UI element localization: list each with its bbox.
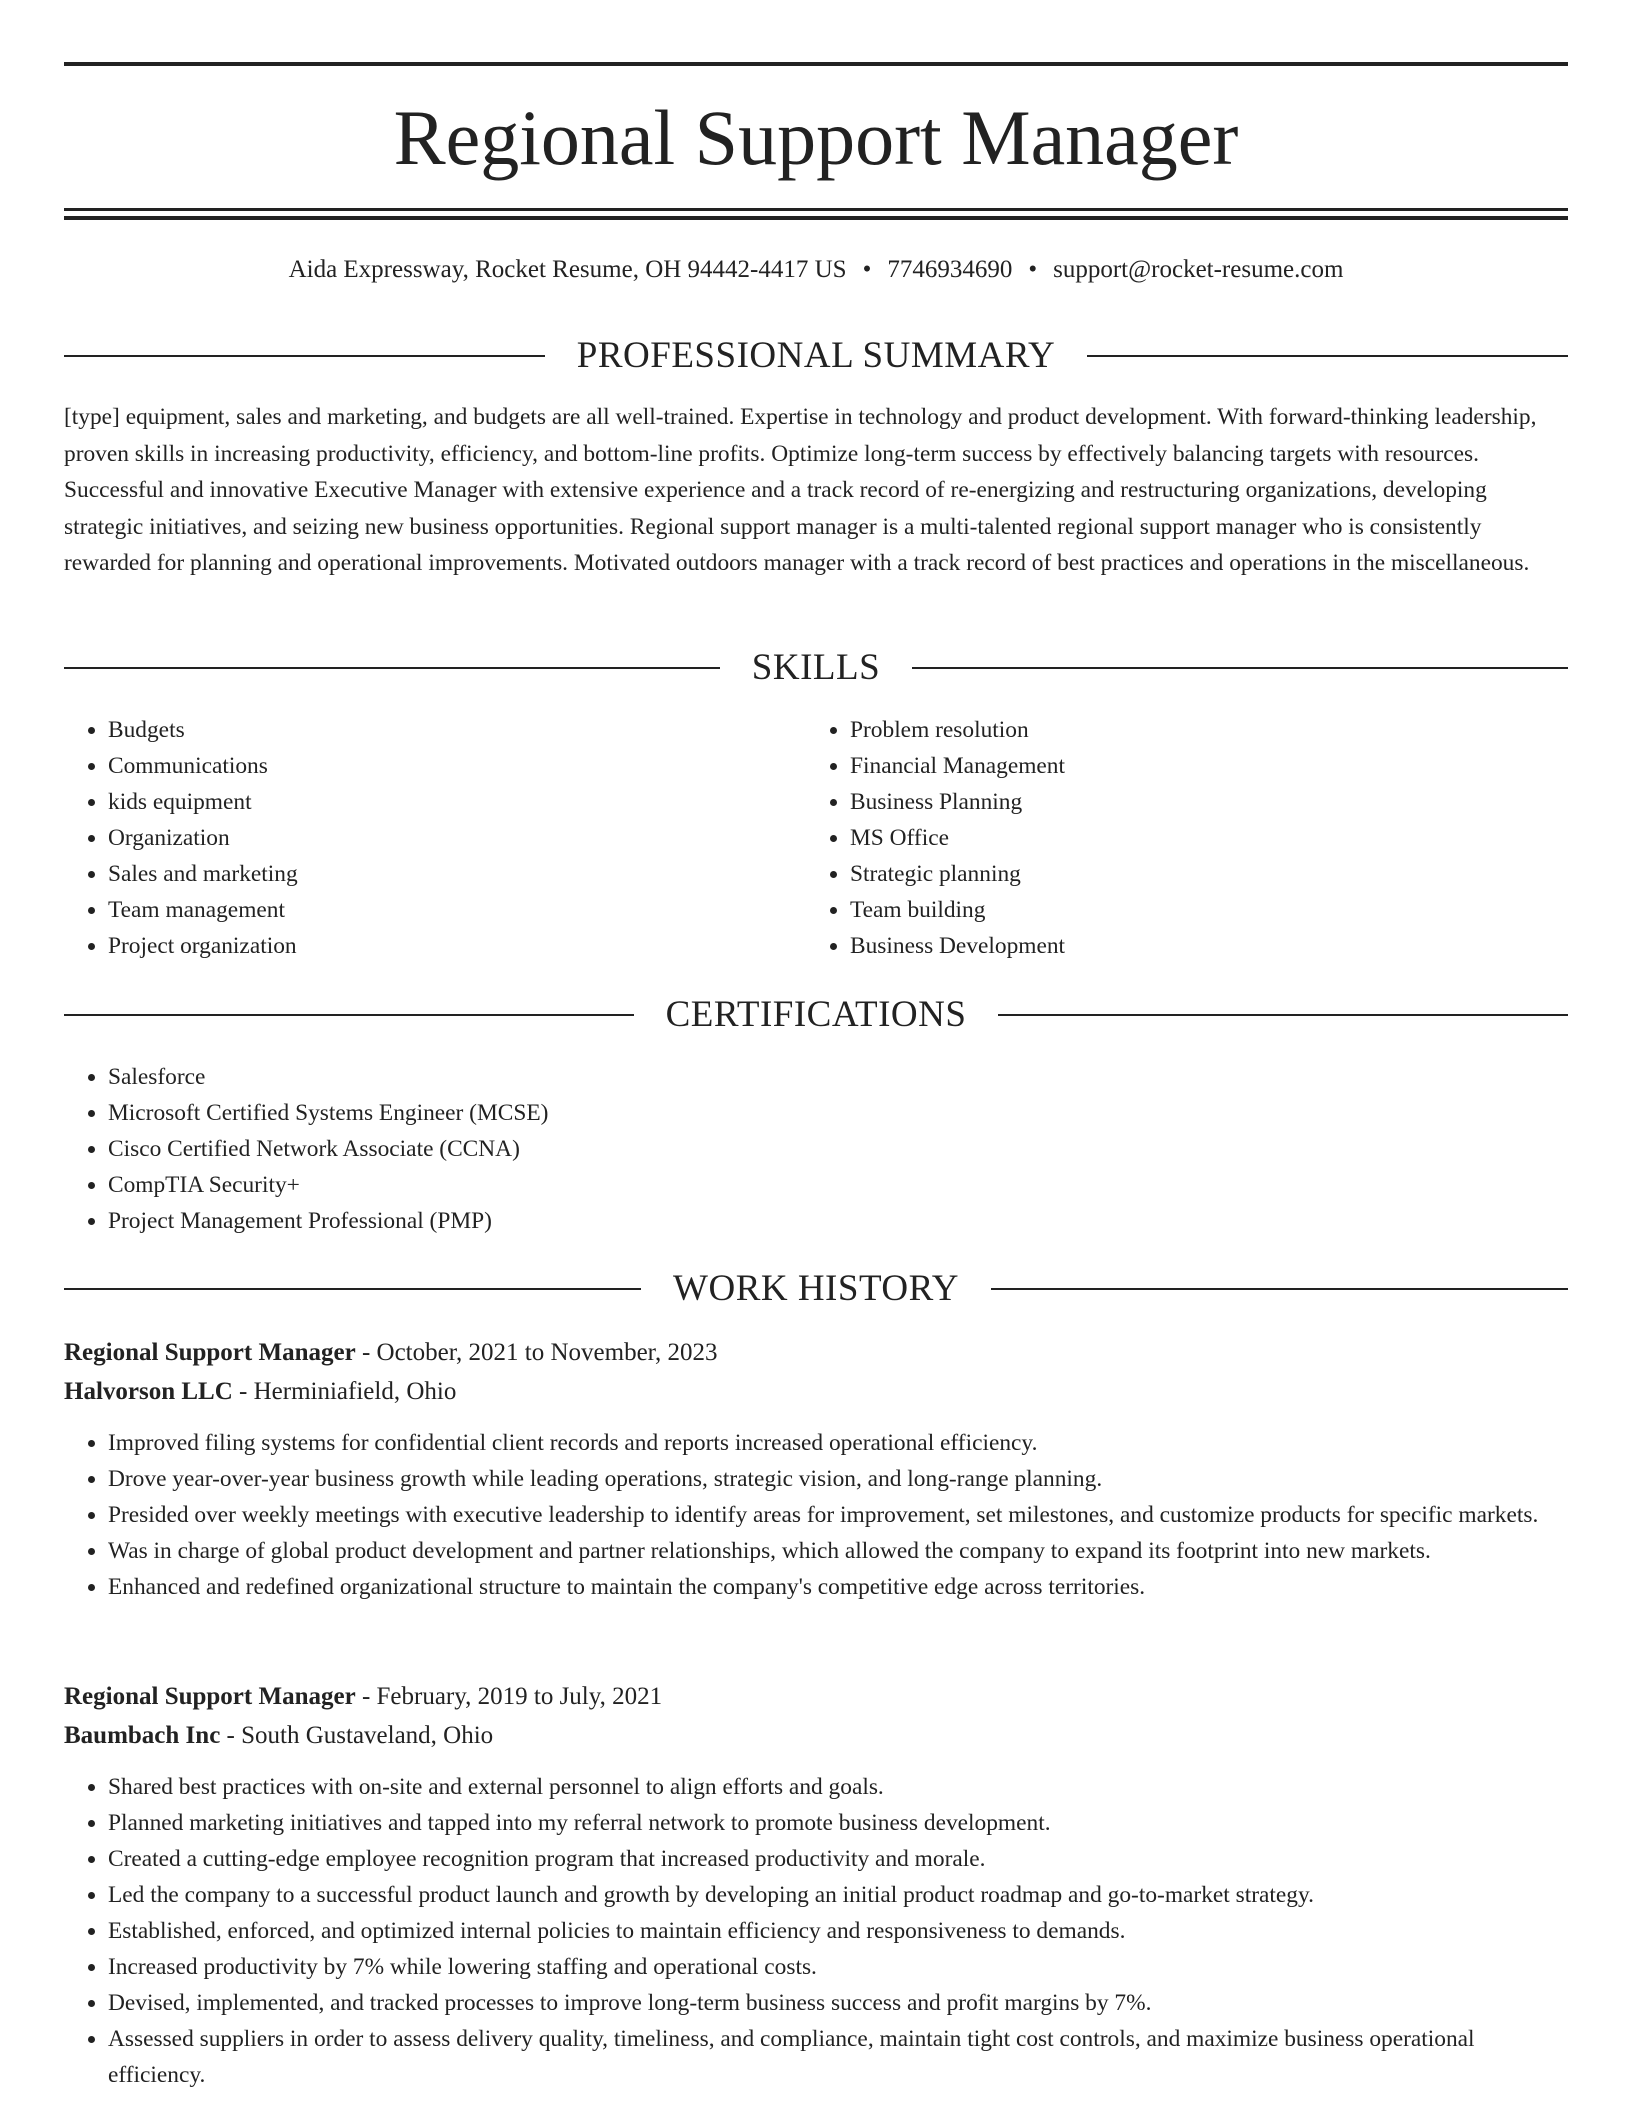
job-bullet: • Shared best practices with on-site and external personnel to align efforts and goals. [108,1769,1568,1805]
job-location: - South Gustaveland, Ohio [220,1722,494,1749]
certifications-list [64,1059,1568,1239]
job-company-row [64,1372,1568,1411]
skill-item: • Financial Management [850,748,1506,784]
summary-heading: PROFESSIONAL SUMMARY [576,335,1056,376]
job-dates: - February, 2019 to July, 2021 [355,1683,663,1710]
skill-item: • Strategic planning [850,856,1506,892]
section-rule [64,667,720,669]
top-rule [64,62,1568,66]
certifications-heading: CERTIFICATIONS [665,994,967,1035]
skill-item: • Sales and marketing [108,856,764,892]
job-title: Regional Support Manager [64,1339,356,1366]
skill-item: • Team building [850,892,1506,928]
section-rule [1087,355,1568,357]
skill-item: • Organization [108,820,764,856]
job-bullet: • Presided over weekly meetings with executive leadership to identify areas for improvement, set milestones, and customize products for specific markets. [108,1497,1568,1533]
work-history-heading: WORK HISTORY [673,1268,959,1309]
summary-section-header [64,334,1568,378]
job-bullet: • Drove year-over-year business growth while leading operations, strategic vision, and long-range planning. [108,1461,1568,1497]
job-bullet: • Devised, implemented, and tracked processes to improve long-term business success and profit margins by 7%. [108,1985,1568,2021]
job-bullet: • Created a cutting-edge employee recognition program that increased productivity and morale. [108,1841,1568,1877]
skills-left-column [64,712,764,964]
job-bullet: • Planned marketing initiatives and tapped into my referral network to promote business development. [108,1805,1568,1841]
skill-item: • Budgets [108,712,764,748]
skills-heading: SKILLS [751,647,881,688]
skills-left-list [64,712,764,964]
job-entry [64,1677,1568,2093]
job-title-row [64,1677,1568,1716]
skill-item: • Project organization [108,928,764,964]
skill-item: • Business Planning [850,784,1506,820]
title-double-rule [64,208,1568,220]
certification-item: • CompTIA Security+ [108,1167,1568,1203]
job-bullet: • Enhanced and redefined organizational structure to maintain the company's competitive edge across territories. [108,1569,1568,1605]
skill-item: • Communications [108,748,764,784]
work-history-section-header [64,1267,1568,1311]
job-bullet: • Assessed suppliers in order to assess delivery quality, timeliness, and compliance, maintain tight cost controls, and maximize business operational efficiency. [108,2021,1568,2093]
certification-item: • Cisco Certified Network Associate (CCNA) [108,1131,1568,1167]
section-rule [912,667,1568,669]
job-company-row [64,1716,1568,1755]
section-rule [64,355,545,357]
contact-line [64,252,1568,288]
job-entry [64,1333,1568,1605]
section-rule [991,1288,1568,1290]
skills-right-column [806,712,1506,964]
contact-phone: 7746934690 [887,256,1013,283]
job-bullet: • Led the company to a successful product launch and growth by developing an initial product roadmap and go-to-market strategy. [108,1877,1568,1913]
job-bullet: • Established, enforced, and optimized internal policies to maintain efficiency and responsiveness to demands. [108,1913,1568,1949]
certification-item: • Microsoft Certified Systems Engineer (MCSE) [108,1095,1568,1131]
section-rule [64,1288,641,1290]
contact-separator: • [1028,256,1038,283]
certifications-block [64,1059,1568,1239]
skill-item: • MS Office [850,820,1506,856]
section-rule [64,1014,634,1016]
job-bullet: • Improved filing systems for confidential client records and reports increased operational efficiency. [108,1425,1568,1461]
job-title: Regional Support Manager [64,1683,356,1710]
skill-item: • Business Development [850,928,1506,964]
job-location: - Herminiafield, Ohio [232,1378,457,1405]
certification-item: • Salesforce [108,1059,1568,1095]
job-bullet-list [64,1769,1568,2093]
resume-title: Regional Support Manager [393,94,1239,181]
section-rule [998,1014,1568,1016]
job-dates: - October, 2021 to November, 2023 [355,1339,718,1366]
contact-separator: • [862,256,872,283]
job-company: Halvorson LLC [64,1378,233,1405]
contact-address: Aida Expressway, Rocket Resume, OH 94442-4417 US [288,256,847,283]
summary-text: [type] equipment, sales and marketing, and budgets are all well-trained. Expertise in technology and product development. With forward-thinking leadership, proven skills in increasing productivity, efficiency, and bottom-line profits. Optimize long-term success by effectively balancing targets with resources. Successful and innovative Executive Manager with extensive experience and a track record of re-energizing and restructuring organizations, developing strategic initiatives, and seizing new business opportunities. Regional support manager is a multi-talented regional support manager who is consistently rewarded for planning and operational improvements. Motivated outdoors manager with a track record of best practices and operations in the miscellaneous. [64,404,1537,576]
certification-item: • Project Management Professional (PMP) [108,1203,1568,1239]
job-bullet: • Was in charge of global product development and partner relationships, which allowed the company to expand its footprint into new markets. [108,1533,1568,1569]
skill-item: • Problem resolution [850,712,1506,748]
skills-section-header [64,646,1568,690]
job-title-row [64,1333,1568,1372]
skills-right-list [806,712,1506,964]
job-bullet-list [64,1425,1568,1605]
contact-email: support@rocket-resume.com [1053,256,1344,283]
skill-item: • Team management [108,892,764,928]
job-company: Baumbach Inc [64,1722,221,1749]
certifications-section-header [64,993,1568,1037]
job-bullet: • Increased productivity by 7% while lowering staffing and operational costs. [108,1949,1568,1985]
skill-item: • kids equipment [108,784,764,820]
